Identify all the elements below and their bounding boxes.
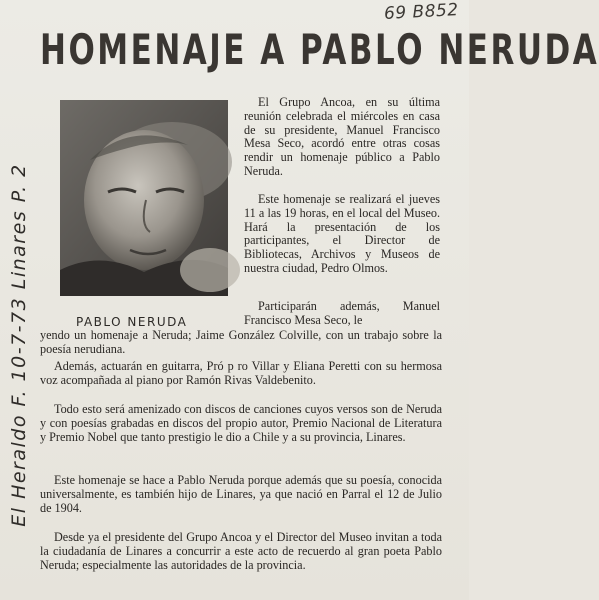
paragraph-participants-start: Participarán además, Manuel Francisco Mesa Seco, le	[244, 299, 440, 327]
handwritten-source-note	[8, 100, 30, 590]
paragraph-music: Además, actuarán en guitarra, Pró p ro Villar y Eliana Peretti con su hermosa voz acompañada al piano por Ramón Rivas Valdebenito.	[40, 359, 442, 387]
paragraph-participants-cont: yendo un homenaje a Neruda; Jaime González Colville, con un trabajo sobre la poesía nerudiana.	[40, 328, 442, 356]
portrait-image	[60, 100, 228, 296]
paragraph-invitation: Desde ya el presidente del Grupo Ancoa y el Director del Museo invitan a toda la ciudadanía de Linares a concurrir a este acto de recuerdo al gran poeta Pablo Neruda; especialmente las autoridades de la provincia.	[40, 530, 442, 572]
archive-code-handwritten: 69 B852	[383, 0, 460, 24]
paragraph-event-details: Este homenaje se realizará el jueves 11 a las 19 horas, en el local del Museo. Hará la presentación de los participantes, el Director de Bibliotecas, Archivos y Museos de nuestra ciudad, Pedro Olmos.	[244, 192, 440, 275]
photo-caption: PABLO NERUDA	[76, 315, 188, 329]
headline: HOMENAJE A PABLO NERUDA	[40, 26, 599, 75]
paragraph-records: Todo esto será amenizado con discos de canciones cuyos versos son de Neruda y con poesías grabadas en discos del propio autor, Premio Nacional de Literatura y Premio Nobel que tanto prestigio le dio a Chile y a su provincia, Linares.	[40, 402, 442, 444]
paragraph-birthplace: Este homenaje se hace a Pablo Neruda porque además que su poesía, conocida universalmente, es también hijo de Linares, ya que nació en Parral el 12 de Julio de 1904.	[40, 473, 442, 515]
portrait-photo	[60, 100, 228, 296]
source-note-text: El Heraldo F. 10-7-73 Linares P. 2	[8, 163, 30, 527]
paragraph-intro: El Grupo Ancoa, en su última reunión celebrada el miércoles en casa de su presidente, Manuel Francisco Mesa Seco, acordó entre otras cosas rendir un homenaje público a Pablo Neruda.	[244, 95, 440, 178]
